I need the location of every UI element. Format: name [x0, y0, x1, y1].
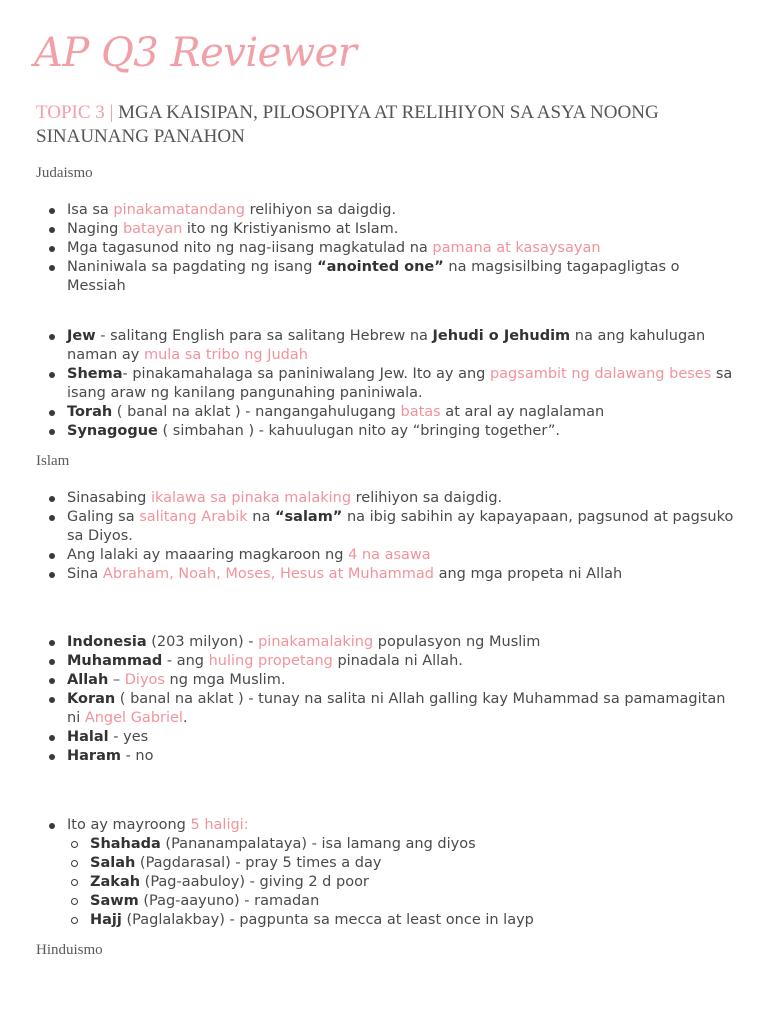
section-islam: Islam: [36, 453, 70, 469]
list-item: Shema- pinakamahalaga sa paniniwalang Jew. Ito ay ang pagsambit ng dalawang beses sa isang araw ng kanilang pangunahing paniniwala.: [46, 365, 736, 403]
list-item: Torah ( banal na aklat ) - nangangahulugang batas at aral ay naglalaman: [46, 403, 736, 422]
topic-title: MGA KAISIPAN, PILOSOPIYA AT RELIHIYON SA ASYA NOONG SINAUNANG PANAHON: [36, 102, 659, 147]
list-item: Isa sa pinakamatandang relihiyon sa daigdig.: [46, 201, 736, 220]
list-item: Sinasabing ikalawa sa pinaka malaking relihiyon sa daigdig.: [46, 489, 736, 508]
list-item: Haram - no: [46, 747, 736, 766]
list-item: Ito ay mayroong 5 haligi: Shahada (Pananampalataya) - isa lamang ang diyos Salah (Pagdarasal) - pray 5 times a day Zakah (Pag-aabuloy) - giving 2 d poor Sawm (Pag-aayuno) - ramadan Hajj (Paglalakbay) - pagpunta sa mecca at least once in layp: [46, 816, 736, 930]
section-judaismo: Judaismo: [36, 165, 93, 181]
list-item: Allah – Diyos ng mga Muslim.: [46, 671, 736, 690]
topic-tag: TOPIC 3: [36, 102, 105, 123]
list-item: Muhammad - ang huling propetang pinadala ni Allah.: [46, 652, 736, 671]
section-hinduismo: Hinduismo: [36, 942, 103, 958]
list-item: Jew - salitang English para sa salitang Hebrew na Jehudi o Jehudim na ang kahulugan naman ay mula sa tribo ng Judah: [46, 327, 736, 365]
topic-separator: |: [109, 102, 114, 123]
sublist-item: Shahada (Pananampalataya) - isa lamang ang diyos: [67, 835, 736, 854]
sublist-item: Hajj (Paglalakbay) - pagpunta sa mecca at least once in layp: [67, 911, 736, 930]
judaismo-terms-list: [46, 327, 736, 441]
list-item: Sina Abraham, Noah, Moses, Hesus at Muhammad ang mga propeta ni Allah: [46, 565, 736, 584]
islam-facts-list: [46, 489, 736, 584]
list-item: Ang lalaki ay maaaring magkaroon ng 4 na asawa: [46, 546, 736, 565]
list-item: Mga tagasunod nito ng nag-iisang magkatulad na pamana at kasaysayan: [46, 239, 736, 258]
sublist-item: Salah (Pagdarasal) - pray 5 times a day: [67, 854, 736, 873]
list-item: Naging batayan ito ng Kristiyanismo at Islam.: [46, 220, 736, 239]
judaismo-facts-list: [46, 201, 736, 296]
sublist-item: Zakah (Pag-aabuloy) - giving 2 d poor: [67, 873, 736, 892]
sublist-item: Sawm (Pag-aayuno) - ramadan: [67, 892, 736, 911]
list-item: Synagogue ( simbahan ) - kahuulugan nito ay “bringing together”.: [46, 422, 736, 441]
list-item: Halal - yes: [46, 728, 736, 747]
islam-terms-list: [46, 633, 736, 766]
list-item: Koran ( banal na aklat ) - tunay na salita ni Allah galling kay Muhammad sa pamamagitan ni Angel Gabriel.: [46, 690, 736, 728]
list-item: Indonesia (203 milyon) - pinakamalaking populasyon ng Muslim: [46, 633, 736, 652]
list-item: Galing sa salitang Arabik na “salam” na ibig sabihin ay kapayapaan, pagsunod at pagsuko sa Diyos.: [46, 508, 736, 546]
five-pillars-list: [46, 816, 736, 930]
topic-heading: [36, 101, 736, 149]
page-title: AP Q3 Reviewer: [34, 30, 357, 76]
pillars-sublist: [67, 835, 736, 930]
list-item: Naniniwala sa pagdating ng isang “anointed one” na magsisilbing tagapagligtas o Messiah: [46, 258, 736, 296]
